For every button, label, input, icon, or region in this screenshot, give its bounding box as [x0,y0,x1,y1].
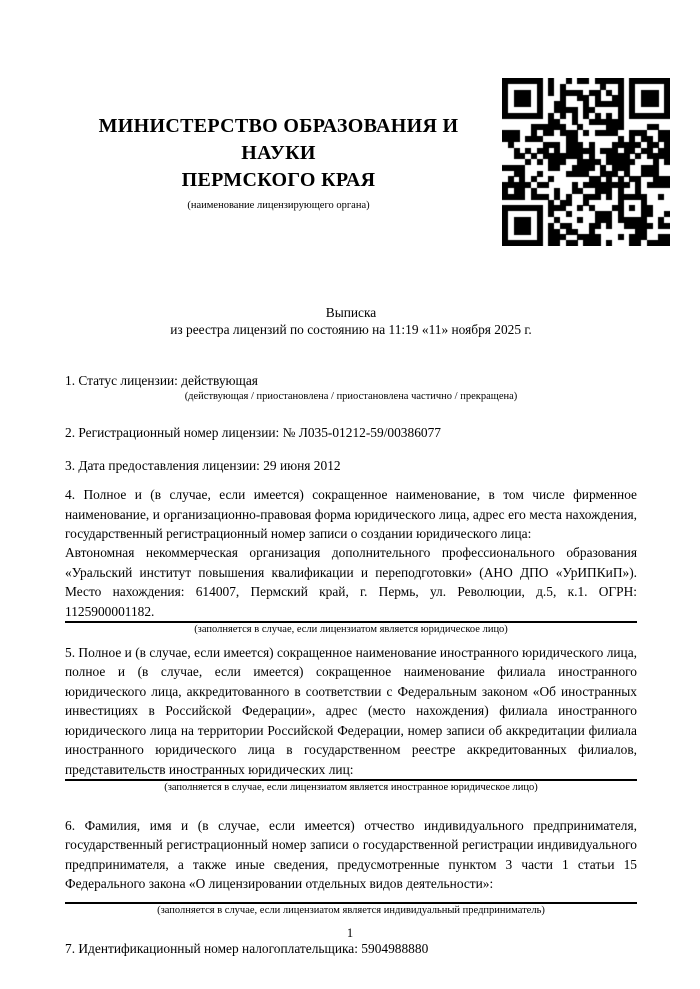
item7-taxpayer-number: 7. Идентификационный номер налогоплательщика: 5904988880 [65,940,429,956]
item5-caption: (заполняется в случае, если лицензиатом является иностранное юридическое лицо) [164,781,538,793]
item6-label: 6. Фамилия, имя и (в случае, если имеется) отчество индивидуального предпринимателя, государственный регистрационный номер записи о государственной регистрации индивидуального предпринимателя, а также иные сведения, предусмотренные пунктом 3 части 1 статьи 15 Федерального закона «О лицензировании отдельных видов деятельности»: [65,817,637,892]
item4-label: 4. Полное и (в случае, если имеется) сокращенное наименование, в том числе фирменное наименование, и организационно-правовая форма юридического лица, адрес его места нахождения, государственный регистрационный номер записи о создании юридического лица: [65,487,637,542]
ministry-name-line2: ПЕРМСКОГО КРАЯ [181,168,376,191]
document-title [0,304,700,338]
ministry-name-line1: МИНИСТЕРСТВО ОБРАЗОВАНИЯ И НАУКИ [98,114,459,164]
document-header [0,0,700,246]
title-line1: Выписка [325,305,377,320]
item4-caption: (заполняется в случае, если лицензиатом является юридическое лицо) [194,624,508,636]
item1-caption: (действующая / приостановлена / приостановлена частично / прекращена) [184,391,518,403]
authority-caption: (наименование лицензирующего органа) [187,199,370,211]
item4-value: Автономная некоммерческая организация дополнительного профессионального образования «Уральский институт повышения квалификации и переподготовки» (АНО ДПО «УрИПКиП»). Место нахождения: 614007, Пермский край, г. Пермь, ул. Революции, д.5, к.1. ОГРН: 1125900001182. [65,545,637,619]
item4-legal-entity [65,485,637,636]
qr-code-image [502,78,670,246]
item3-license-date: 3. Дата предоставления лицензии: 29 июня 2012 [65,457,341,473]
licensing-authority-block [65,113,502,212]
item1-license-status: 1. Статус лицензии: действующая [65,373,258,388]
document-body [0,371,700,958]
item5-label: 5. Полное и (в случае, если имеется) сокращенное наименование иностранного юридического лица, полное и (в случае, если имеется) сокращенное наименование филиала иностранного юридического лица, аккредитованного в соответствии с Федеральным законом «Об иностранных инвестициях в Российской Федерации», адрес (место нахождения) филиала иностранного юридического лица на территории Российской Федерации, номер записи об аккредитации филиала иностранного юридического лица в государственном реестре аккредитованных филиалов, представительств иностранных юридических лиц: [65,645,637,777]
title-line2: из реестра лицензий по состоянию на 11:19 «11» ноября 2025 г. [170,322,532,337]
item6-individual-entrepreneur [65,816,637,917]
page-number: 1 [346,926,354,940]
item6-caption: (заполняется в случае, если лицензиатом является индивидуальный предприниматель) [157,904,545,916]
item5-foreign-entity [65,643,637,794]
qr-code [502,78,670,246]
item2-registration-number: 2. Регистрационный номер лицензии: № Л035-01212-59/00386077 [65,425,441,441]
